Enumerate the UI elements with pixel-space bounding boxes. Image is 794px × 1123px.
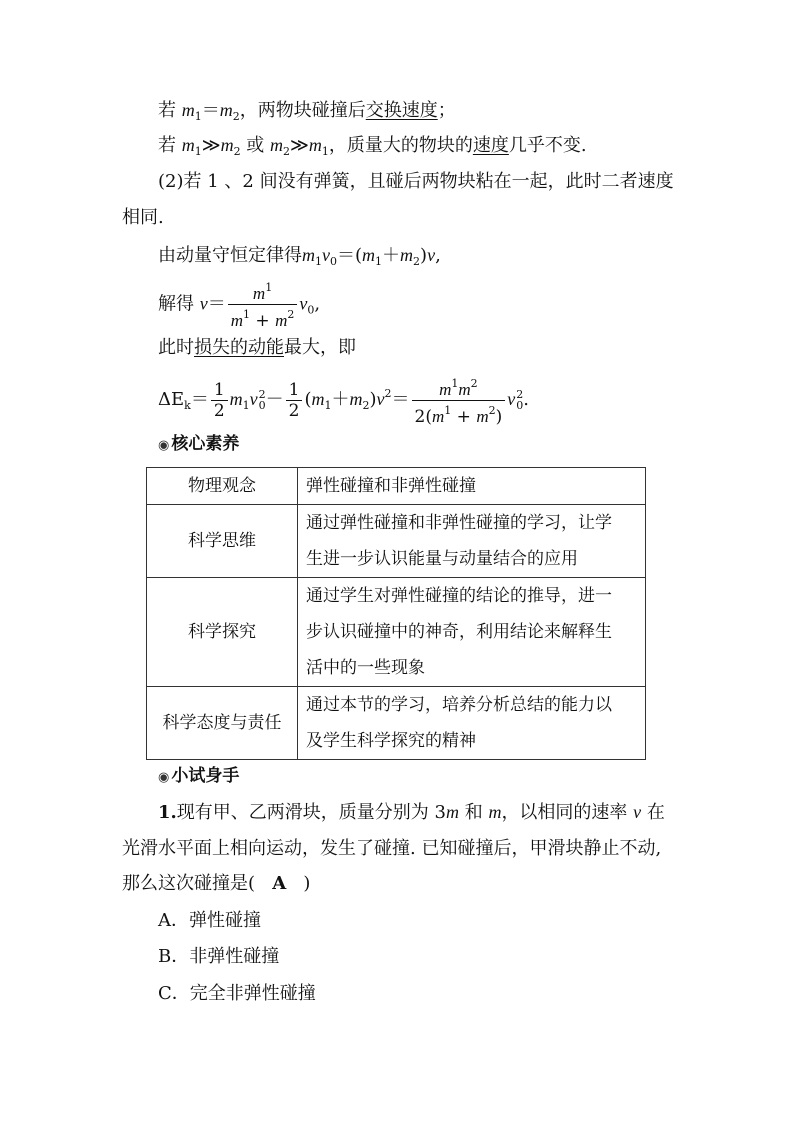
table-value-cell: 通过弹性碰撞和非弹性碰撞的学习，让学 生进一步认识能量与动量结合的应用: [298, 505, 646, 578]
equation-energy-loss: $\Delta E_k=$ $\frac{1}{2}$ $m_1v$ 2 0 － $\frac{1}{2}$ $(m_1+m_2)v^2=$ $\frac{m^1m^2}{2(m^1 + m^2)}$ v 2 0 .: [158, 370, 529, 430]
option-c: C．完全非弹性碰撞: [158, 983, 316, 1004]
table-row: [147, 687, 646, 760]
table-value-cell: 弹性碰撞和非弹性碰撞: [298, 468, 646, 505]
fraction-half-2: $\frac{1}{2}$: [286, 380, 303, 421]
option-b: B．非弹性碰撞: [158, 946, 280, 967]
text-line-exchange-velocity: 若 $m_1=m_2$，两物块碰撞后交换速度；: [158, 100, 456, 123]
text-line-max-kinetic-loss: 此时损失的动能最大，即: [158, 337, 356, 358]
core-literacy-table: [146, 467, 646, 760]
option-a: A．弹性碰撞: [158, 910, 261, 931]
text-line-case2: (2)若 1 、2 间没有弹簧，且碰后两物块粘在一起，此时二者速度: [158, 171, 674, 192]
question-line-2: 光滑水平面上相向运动，发生了碰撞. 已知碰撞后，甲滑块静止不动,: [122, 838, 662, 859]
table-key-cell: 物理观念: [147, 468, 298, 505]
target-bullet-icon: ◉: [158, 770, 170, 785]
question-line-3: 那么这次碰撞是( A ): [122, 873, 311, 894]
table-key-cell: 科学态度与责任: [147, 687, 298, 760]
equation-momentum-conservation: 由动量守恒定律得$m_1v_0=(m_1+m_2)v$,: [158, 245, 441, 268]
target-bullet-icon: ◉: [158, 438, 170, 453]
table-row: [147, 505, 646, 578]
table-row: [147, 578, 646, 687]
table-value-cell: 通过学生对弹性碰撞的结论的推导，进一 步认识碰撞中的神奇，利用结论来解释生 活中的一些现象: [298, 578, 646, 687]
section-heading-core-literacy: ◉ 核心素养: [158, 434, 240, 454]
text-line-mass-much-greater: 若 $m_1≫m_2$ 或 $m_2≫m_1$，质量大的物块的速度几乎不变.: [158, 135, 587, 158]
fraction-half-1: $\frac{1}{2}$: [211, 380, 228, 421]
text-line-case2-cont: 相同.: [122, 207, 164, 228]
fraction-mass-product: $\frac{m^1m^2}{2(m^1 + m^2)}$: [412, 374, 506, 427]
table-key-cell: 科学探究: [147, 578, 298, 687]
table-value-cell: 通过本节的学习，培养分析总结的能力以 及学生科学探究的精神: [298, 687, 646, 760]
table-key-cell: 科学思维: [147, 505, 298, 578]
equation-solve-velocity: 解得 v＝ $\frac{m^1}{m^1 + m^2}$ $v_0$,: [158, 278, 320, 333]
section-heading-quick-try: ◉ 小试身手: [158, 766, 240, 786]
question-line-1: 1.现有甲、乙两滑块，质量分别为 3m 和 m，以相同的速率 v 在: [158, 802, 665, 823]
fraction-mass-ratio: $\frac{m^1}{m^1 + m^2}$: [228, 278, 298, 331]
answer-mark: A: [272, 873, 287, 894]
table-row: [147, 468, 646, 505]
